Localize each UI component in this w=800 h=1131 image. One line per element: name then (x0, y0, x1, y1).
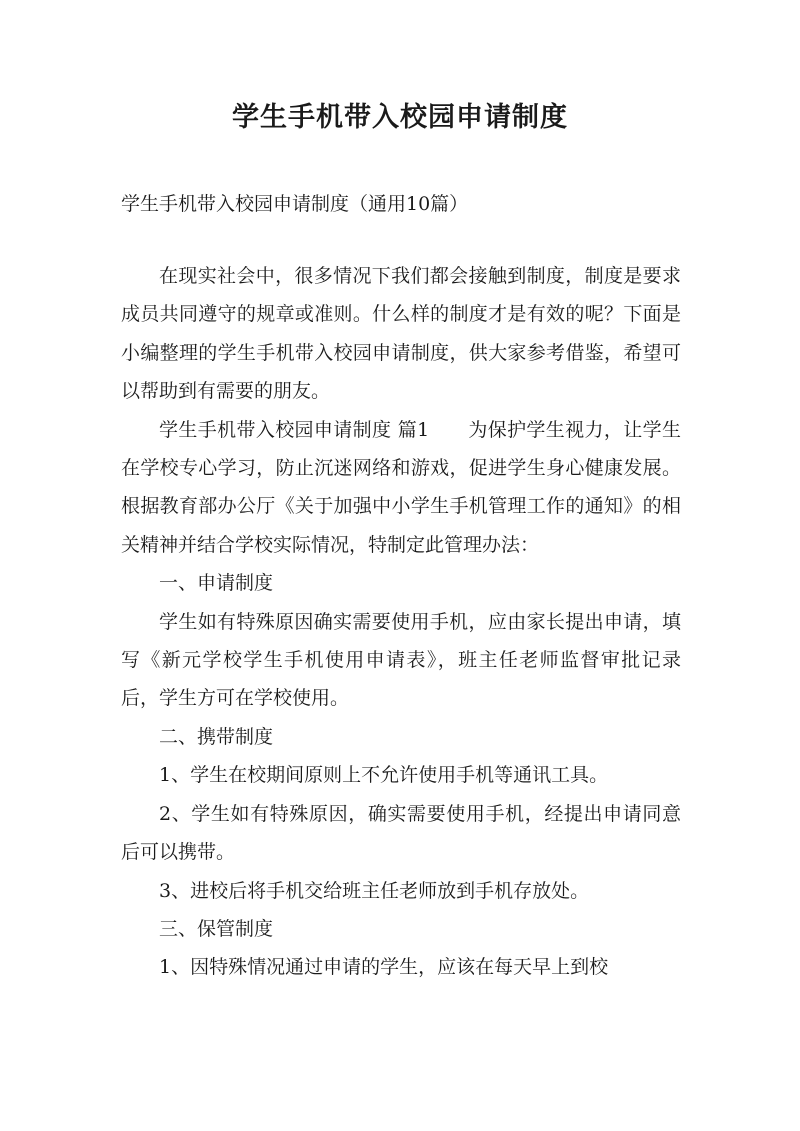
document-body (121, 257, 681, 987)
section-heading: 二、携带制度 (159, 725, 274, 748)
document-title: 学生手机带入校园申请制度 (232, 102, 568, 133)
list-item: 2、学生如有特殊原因，确实需要使用手机，经提出申请同意后可以携带。 (121, 802, 681, 864)
list-item: 1、因特殊情况通过申请的学生，应该在每天早上到校 (159, 956, 609, 979)
section-1-intro-paragraph: 学生手机带入校园申请制度 篇1 为保护学生视力，让学生在学校专心学习，防止沉迷网络和游戏，促进学生身心健康发展。根据教育部办公厅《关于加强中小学生手机管理工作的通知》的相关精神并结合学校实际情况，特制定此管理办法： (121, 418, 681, 556)
list-item: 1、学生在校期间原则上不允许使用手机等通讯工具。 (159, 764, 609, 787)
intro-paragraph: 在现实社会中，很多情况下我们都会接触到制度，制度是要求成员共同遵守的规章或准则。什么样的制度才是有效的呢？下面是小编整理的学生手机带入校园申请制度，供大家参考借鉴，希望可以帮助到有需要的朋友。 (121, 265, 681, 403)
section-heading: 一、申请制度 (159, 572, 274, 595)
body-paragraph: 学生如有特殊原因确实需要使用手机，应由家长提出申请，填写《新元学校学生手机使用申请表》，班主任老师监督审批记录后，学生方可在学校使用。 (121, 610, 681, 710)
document-subtitle: 学生手机带入校园申请制度（通用10篇） (121, 193, 469, 215)
list-item: 3、进校后将手机交给班主任老师放到手机存放处。 (159, 879, 590, 902)
section-heading: 三、保管制度 (159, 917, 274, 940)
